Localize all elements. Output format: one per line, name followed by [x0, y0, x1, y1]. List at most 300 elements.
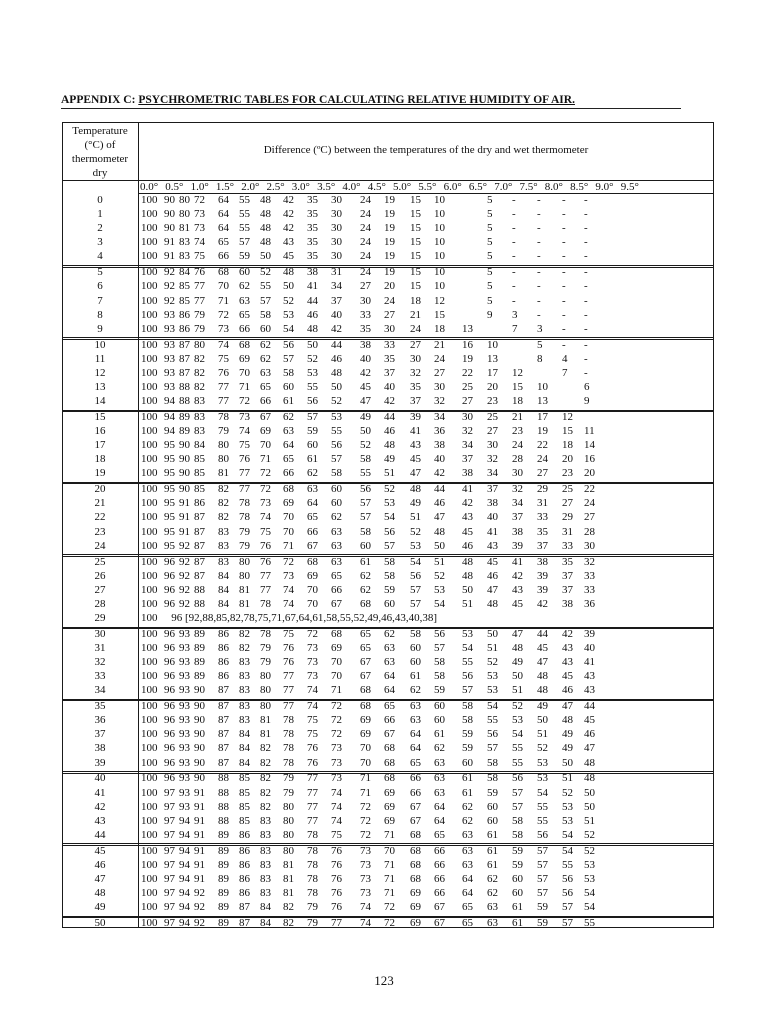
rh-value: 87 — [194, 539, 205, 552]
row-temperature: 17 — [94, 439, 106, 452]
rh-value: 86 — [218, 670, 229, 683]
rh-value: 35 — [537, 525, 548, 538]
rh-value: 69 — [384, 786, 395, 799]
rh-value: 58 — [512, 828, 523, 841]
difference-label: 1.5° — [215, 181, 235, 193]
rh-value: 87 — [218, 728, 229, 741]
rh-value: 64 — [410, 742, 421, 755]
rh-value: 44 — [384, 410, 395, 423]
rh-value: 72 — [384, 901, 395, 914]
rh-value: 69 — [410, 901, 421, 914]
rh-value: 54 — [584, 901, 595, 914]
column-divider — [138, 122, 139, 928]
rh-value: 53 — [512, 714, 523, 727]
rh-value: 23 — [487, 395, 498, 407]
rh-value: 77 — [283, 700, 294, 713]
rh-value: 46 — [434, 497, 445, 510]
rh-value: 19 — [384, 236, 395, 249]
rh-value: 60 — [239, 266, 250, 279]
rh-value: 60 — [512, 887, 523, 899]
rh-value: 49 — [562, 742, 573, 755]
rh-value: 16 — [584, 453, 595, 466]
rh-value: 81 — [239, 597, 250, 610]
row-temperature: 49 — [94, 901, 106, 914]
rh-value: 52 — [260, 266, 271, 279]
rh-value: 93 — [179, 641, 190, 654]
rh-value: 77 — [194, 280, 205, 293]
rh-value: 93 — [179, 800, 190, 813]
difference-label: 3.0° — [291, 181, 310, 193]
rh-value: 100 — [141, 483, 158, 496]
rh-value: 89 — [218, 828, 229, 841]
rh-value: 31 — [562, 525, 573, 538]
rh-value: 68 — [307, 555, 318, 568]
difference-label: 0.0° — [140, 181, 159, 193]
rh-value: 80 — [260, 700, 271, 713]
rh-value: 45 — [584, 714, 595, 727]
rh-value: 68 — [384, 742, 395, 755]
rh-value: 100 — [141, 266, 158, 279]
rh-value: 37 — [512, 511, 523, 524]
difference-label: 3.5° — [317, 181, 336, 193]
rh-value: 72 — [283, 555, 294, 568]
rh-value: 61 — [434, 728, 445, 741]
rh-value: 66 — [434, 844, 445, 857]
rh-value: 97 — [164, 887, 175, 899]
rh-value: 59 — [307, 425, 318, 437]
rh-value: 87 — [239, 917, 250, 929]
rh-value: 39 — [410, 410, 421, 423]
rh-value: 69 — [360, 728, 371, 741]
rh-value: 92 — [164, 266, 175, 279]
rh-value: 96 — [164, 569, 175, 582]
rh-value: 51 — [562, 772, 573, 785]
rh-value: 83 — [260, 887, 271, 899]
rh-value: 83 — [239, 700, 250, 713]
rh-value: 80 — [260, 670, 271, 683]
rh-value: 72 — [360, 814, 371, 827]
rh-value: 48 — [260, 236, 271, 249]
rh-value: 88 — [218, 786, 229, 799]
rh-value: 100 — [141, 684, 158, 697]
rh-value: 40 — [434, 453, 445, 466]
rh-value: 61 — [360, 555, 371, 568]
rh-value: 54 — [584, 887, 595, 899]
rh-value: 58 — [283, 366, 294, 379]
rh-value: 34 — [331, 280, 342, 293]
rh-value: 66 — [307, 525, 318, 538]
rh-value: 68 — [384, 772, 395, 785]
rh-value: 63 — [462, 858, 473, 871]
rh-value: 30 — [331, 250, 342, 263]
rh-value: 100 — [141, 539, 158, 552]
rh-value: 25 — [562, 483, 573, 496]
rh-value: 37 — [462, 453, 473, 466]
rh-value: 64 — [462, 872, 473, 885]
row-temperature: 4 — [97, 250, 103, 263]
rh-value: 20 — [584, 467, 595, 480]
rh-value: 92 — [194, 887, 205, 899]
rh-value: 56 — [360, 483, 371, 496]
rh-value: 96 — [164, 555, 175, 568]
rh-value: 69 — [283, 497, 294, 510]
rh-value: 71 — [384, 887, 395, 899]
rh-value: 51 — [487, 641, 498, 654]
rh-value: - — [512, 222, 516, 235]
rh-value: 53 — [562, 814, 573, 827]
rh-value: 77 — [307, 772, 318, 785]
rh-value: 34 — [512, 497, 523, 510]
rh-value: 91 — [179, 497, 190, 510]
rh-value: 89 — [218, 917, 229, 929]
rh-value: 100 — [141, 453, 158, 466]
rh-value: 15 — [410, 266, 421, 279]
rh-value: 87 — [194, 569, 205, 582]
rh-value: 70 — [384, 844, 395, 857]
rh-value: 79 — [239, 525, 250, 538]
rh-value: 63 — [410, 700, 421, 713]
rh-value: 92 — [164, 294, 175, 307]
rh-value: 49 — [410, 497, 421, 510]
rh-value: 50 — [283, 280, 294, 293]
rh-value: 30 — [487, 439, 498, 452]
rh-value: 19 — [537, 425, 548, 437]
title-rule — [61, 108, 681, 109]
rh-value: 56 — [434, 627, 445, 640]
rh-value: 95 — [164, 453, 175, 466]
rh-value: 94 — [179, 844, 190, 857]
rh-value: 80 — [194, 338, 205, 351]
rh-value: - — [584, 366, 588, 379]
rh-value: 55 — [512, 742, 523, 755]
rh-value: 70 — [239, 366, 250, 379]
rh-value: 14 — [584, 439, 595, 452]
rh-value: 100 — [141, 308, 158, 321]
row-temperature: 32 — [94, 656, 106, 668]
rh-value: 62 — [487, 872, 498, 885]
rh-value: 38 — [307, 266, 318, 279]
rh-value: 30 — [584, 539, 595, 552]
rh-value: 69 — [384, 814, 395, 827]
rh-value: 6 — [584, 380, 590, 393]
rh-value: 80 — [260, 684, 271, 697]
rh-value: 77 — [307, 814, 318, 827]
rh-value: 44 — [537, 627, 548, 640]
rh-value: 57 — [410, 597, 421, 610]
rh-value: 100 — [141, 700, 158, 713]
row-temperature: 44 — [94, 828, 106, 841]
rh-value: 96 — [164, 700, 175, 713]
rh-value: 27 — [562, 497, 573, 510]
rh-value: 32 — [462, 425, 473, 437]
rh-value: 15 — [410, 222, 421, 235]
rh-value: 88 — [194, 597, 205, 610]
rh-value: 63 — [384, 641, 395, 654]
rh-value: - — [584, 280, 588, 293]
rh-value: 38 — [487, 497, 498, 510]
rh-value: 74 — [307, 700, 318, 713]
rh-value: - — [512, 194, 516, 206]
rh-value: 71 — [360, 772, 371, 785]
rh-value: 78 — [283, 756, 294, 769]
rh-value: 39 — [584, 627, 595, 640]
rh-value: 50 — [562, 756, 573, 769]
rh-value: 66 — [218, 250, 229, 263]
difference-label: 8.5° — [570, 181, 589, 193]
rh-value: 5 — [537, 338, 543, 351]
rh-value: 21 — [434, 338, 445, 351]
rh-value: 100 — [141, 670, 158, 683]
rh-value: 55 — [487, 714, 498, 727]
rh-value: 100 — [141, 800, 158, 813]
rh-value: 9 — [584, 395, 590, 407]
rh-value: 69 — [410, 887, 421, 899]
rh-value: 72 — [360, 800, 371, 813]
rh-value: 81 — [218, 467, 229, 480]
rh-value: - — [584, 338, 588, 351]
rh-value: 100 — [141, 583, 158, 596]
rh-value: 87 — [218, 714, 229, 727]
rh-value: 59 — [512, 858, 523, 871]
rh-value: 100 — [141, 439, 158, 452]
rh-value: 16 — [462, 338, 473, 351]
rh-value: 82 — [218, 497, 229, 510]
rh-value: 53 — [584, 872, 595, 885]
rh-value: 48 — [487, 597, 498, 610]
rh-value: 4 — [562, 352, 568, 365]
rh-value: 55 — [239, 208, 250, 221]
rh-value: 40 — [584, 641, 595, 654]
rh-value: 97 — [164, 858, 175, 871]
rh-value: 79 — [283, 772, 294, 785]
rh-value: 69 — [410, 917, 421, 929]
rh-value: 89 — [179, 425, 190, 437]
rh-value: 68 — [218, 266, 229, 279]
rh-value: 32 — [410, 366, 421, 379]
rh-value: 23 — [512, 425, 523, 437]
rh-value: 41 — [307, 280, 318, 293]
rh-value: 18 — [410, 294, 421, 307]
rh-value: 56 — [537, 828, 548, 841]
rh-value: 72 — [331, 714, 342, 727]
rh-value: - — [537, 280, 541, 293]
rh-value: 68 — [410, 844, 421, 857]
rh-value: 13 — [487, 352, 498, 365]
rh-value: 100 — [141, 714, 158, 727]
rh-value: - — [537, 236, 541, 249]
rh-value: 63 — [410, 714, 421, 727]
rh-value: 24 — [360, 208, 371, 221]
rh-value: 30 — [384, 322, 395, 335]
rh-value: 75 — [194, 250, 205, 263]
rh-value: 100 — [141, 742, 158, 755]
rh-value: 53 — [384, 497, 395, 510]
row-temperature: 26 — [94, 569, 106, 582]
rh-value: 78 — [239, 511, 250, 524]
rh-value: 52 — [307, 352, 318, 365]
rh-value: 36 — [584, 597, 595, 610]
rh-value: 64 — [462, 887, 473, 899]
rh-value: 68 — [360, 684, 371, 697]
rh-value: 86 — [218, 627, 229, 640]
rh-value: 50 — [462, 583, 473, 596]
rh-value: - — [562, 280, 566, 293]
row-temperature: 9 — [97, 322, 103, 335]
rh-value: 48 — [562, 714, 573, 727]
rh-value: 69 — [360, 714, 371, 727]
rh-value: 29 — [562, 511, 573, 524]
rh-value: 88 — [194, 583, 205, 596]
rh-value: 49 — [562, 728, 573, 741]
rh-value: 68 — [283, 483, 294, 496]
rh-value: 60 — [331, 483, 342, 496]
rh-value: - — [537, 250, 541, 263]
rh-value: 90 — [194, 714, 205, 727]
rh-value: 73 — [307, 656, 318, 668]
rh-value: 73 — [283, 569, 294, 582]
rh-value: 42 — [537, 597, 548, 610]
rh-value: 90 — [164, 208, 175, 221]
rh-value: 43 — [283, 236, 294, 249]
rh-value: 89 — [194, 627, 205, 640]
rh-value: 100 — [141, 250, 158, 263]
rh-value: 5 — [487, 280, 493, 293]
rh-value: 74 — [331, 814, 342, 827]
row-temperature: 38 — [94, 742, 106, 755]
rh-value: 90 — [194, 742, 205, 755]
rh-value: 93 — [164, 338, 175, 351]
rh-value: 66 — [331, 583, 342, 596]
rh-value: 72 — [260, 483, 271, 496]
rh-value: 63 — [434, 756, 445, 769]
rh-value: 97 — [164, 814, 175, 827]
rh-value: 24 — [410, 322, 421, 335]
rh-value: 80 — [218, 453, 229, 466]
difference-label: 1.0° — [190, 181, 209, 193]
rh-value: 100 — [141, 814, 158, 827]
rh-value: 70 — [360, 742, 371, 755]
rh-value: 85 — [239, 772, 250, 785]
rh-value: 47 — [562, 700, 573, 713]
rh-value: 48 — [331, 366, 342, 379]
rh-value: 40 — [384, 380, 395, 393]
rh-value: 42 — [283, 194, 294, 206]
rh-value: 96 — [164, 772, 175, 785]
rh-value: 79 — [194, 308, 205, 321]
rh-value: 76 — [307, 742, 318, 755]
rh-value: 61 — [462, 786, 473, 799]
rh-value: 48 — [410, 483, 421, 496]
rh-value: 75 — [239, 439, 250, 452]
rh-value: 80 — [283, 844, 294, 857]
rh-value: 48 — [584, 756, 595, 769]
rh-value: 78 — [218, 410, 229, 423]
rh-value: 94 — [179, 901, 190, 914]
rh-value: 5 — [487, 208, 493, 221]
rh-value: 59 — [462, 742, 473, 755]
rh-value: 81 — [260, 714, 271, 727]
rh-value: 22 — [462, 366, 473, 379]
rh-value: 82 — [260, 742, 271, 755]
rh-value: 85 — [179, 294, 190, 307]
rh-value: 87 — [239, 901, 250, 914]
rh-value: 62 — [239, 280, 250, 293]
rh-value: 40 — [487, 511, 498, 524]
row-temperature: 27 — [94, 583, 106, 596]
rh-value: 93 — [164, 366, 175, 379]
rh-value: 60 — [487, 814, 498, 827]
rh-value: 28 — [512, 453, 523, 466]
rh-value: 85 — [194, 483, 205, 496]
rh-value: 75 — [307, 714, 318, 727]
row-temperature: 21 — [94, 497, 106, 510]
row-temperature: 24 — [94, 539, 106, 552]
rh-value: 50 — [360, 425, 371, 437]
rh-value: 8 — [537, 352, 543, 365]
rh-value: 92 — [164, 280, 175, 293]
rh-value: 24 — [537, 453, 548, 466]
rh-value: 62 — [384, 627, 395, 640]
rh-value: 63 — [487, 917, 498, 929]
rh-value: - — [512, 280, 516, 293]
rh-value: - — [537, 308, 541, 321]
rh-value: 100 — [141, 656, 158, 668]
rh-value: 100 — [141, 425, 158, 437]
rh-value: 68 — [410, 858, 421, 871]
rh-value: 37 — [331, 294, 342, 307]
rh-value: 33 — [537, 511, 548, 524]
rh-value: 71 — [384, 872, 395, 885]
rh-value: 100 — [141, 828, 158, 841]
rh-value: 90 — [164, 194, 175, 206]
rh-value: 46 — [307, 308, 318, 321]
rh-value: 93 — [164, 308, 175, 321]
rh-value: 72 — [307, 627, 318, 640]
rh-value: 41 — [584, 656, 595, 668]
rh-value: 57 — [360, 497, 371, 510]
rh-value: 60 — [283, 380, 294, 393]
rh-value: 31 — [331, 266, 342, 279]
rh-value: 91 — [194, 858, 205, 871]
rh-value: 100 — [141, 380, 158, 393]
rh-value: 96 — [164, 684, 175, 697]
rh-value: 50 — [260, 250, 271, 263]
rh-value: 56 — [562, 887, 573, 899]
rh-value: 5 — [487, 236, 493, 249]
rh-value: 85 — [194, 453, 205, 466]
rh-value: 59 — [512, 844, 523, 857]
rh-value: 60 — [260, 322, 271, 335]
rh-value: 51 — [384, 467, 395, 480]
rh-value: 77 — [218, 395, 229, 407]
difference-label: 7.5° — [519, 181, 538, 193]
rh-value: 74 — [360, 917, 371, 929]
rh-value: 64 — [307, 497, 318, 510]
row-temperature: 6 — [97, 280, 103, 293]
rh-value: 83 — [239, 714, 250, 727]
rh-value: 97 — [164, 917, 175, 929]
rh-value: 61 — [487, 828, 498, 841]
rh-value: 12 — [562, 410, 573, 423]
rh-value: 93 — [179, 684, 190, 697]
rh-value: 41 — [512, 555, 523, 568]
rh-value: 48 — [462, 555, 473, 568]
rh-value: 74 — [218, 338, 229, 351]
rh-value: 68 — [360, 700, 371, 713]
rh-value: 50 — [584, 786, 595, 799]
rh-value: 57 — [512, 800, 523, 813]
rh-value: 7 — [512, 322, 518, 335]
